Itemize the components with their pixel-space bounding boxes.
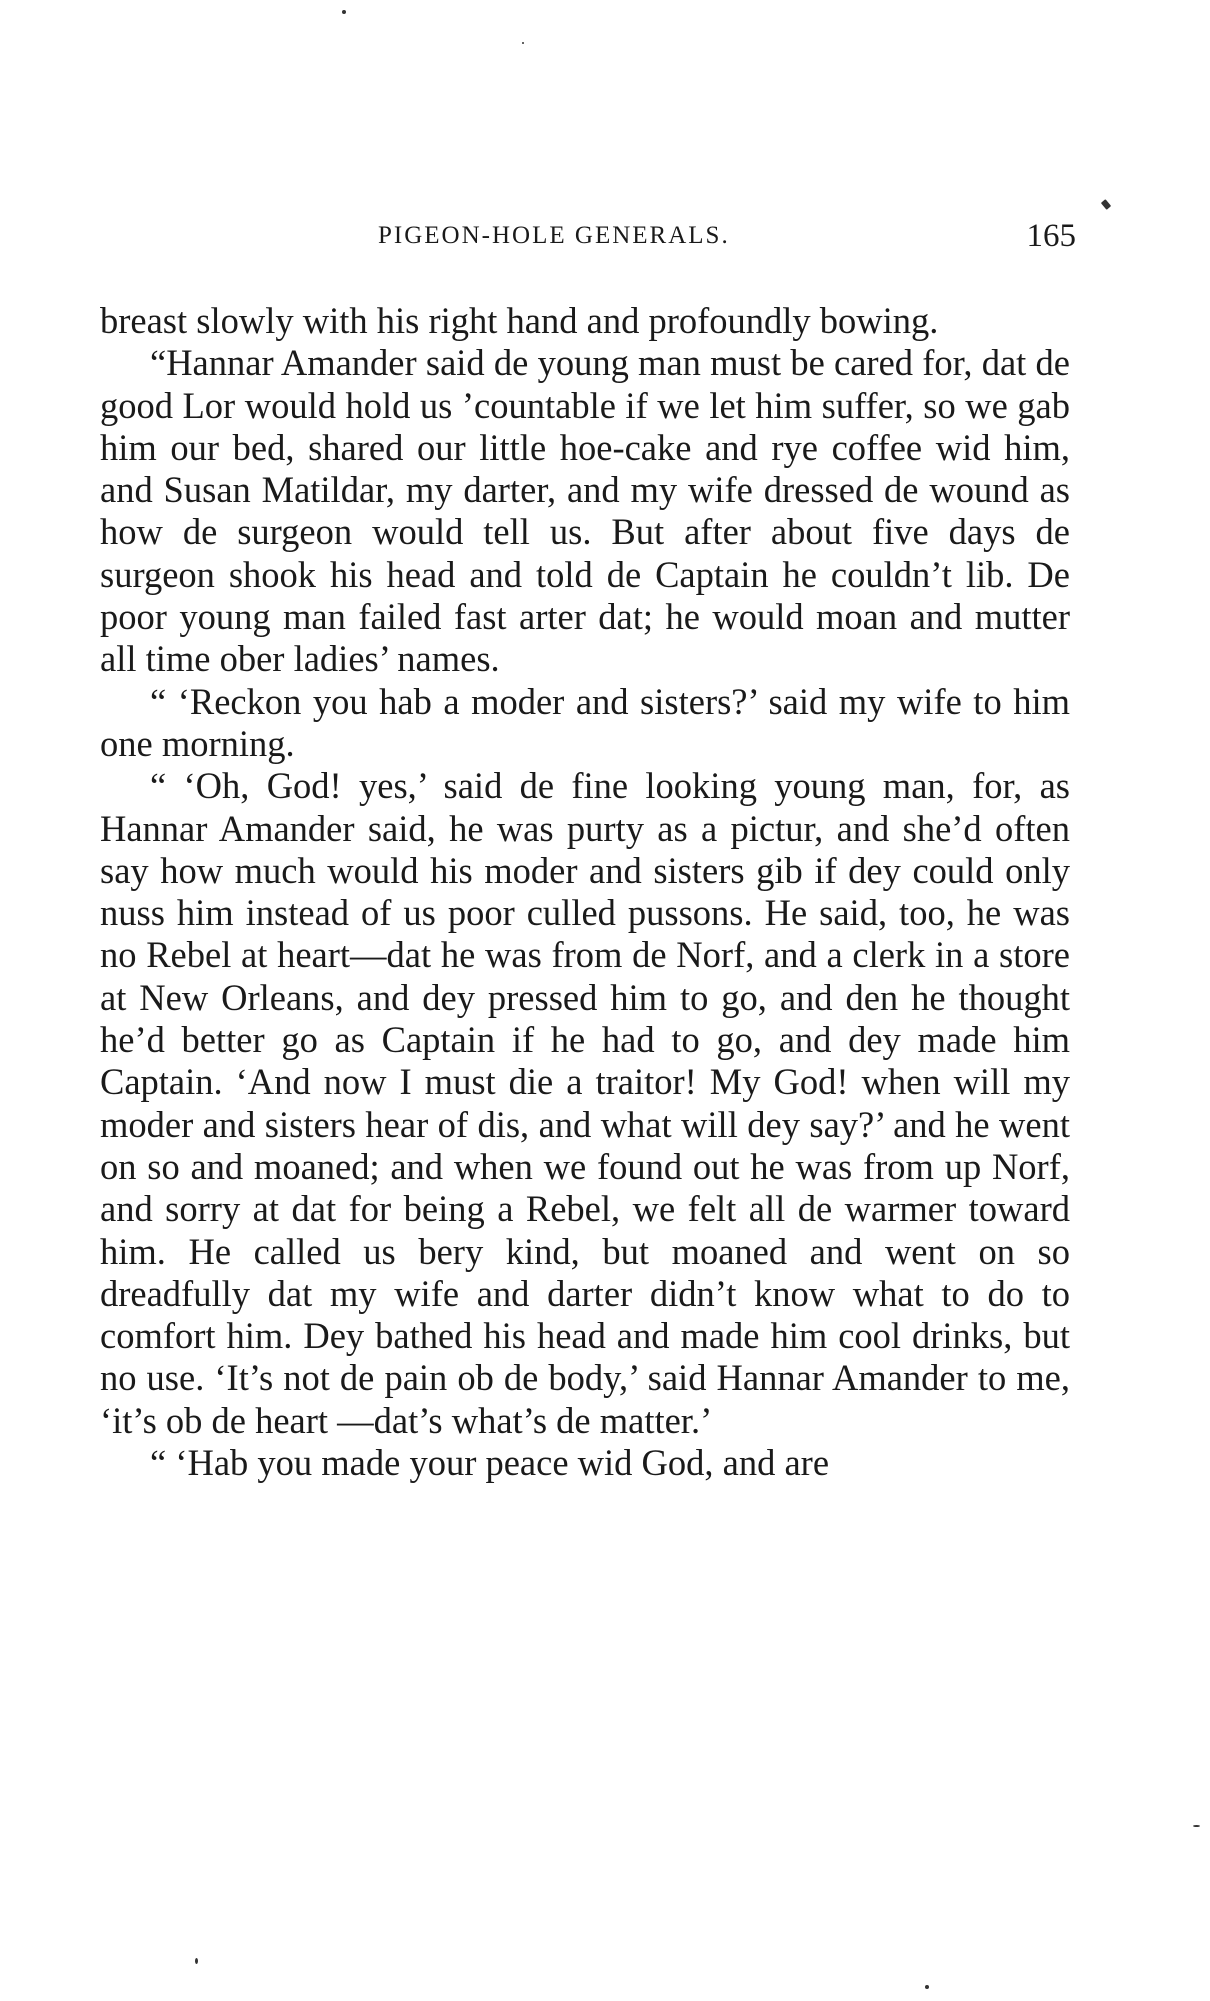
speck [1101,199,1111,210]
paragraph: breast slowly with his right hand and profoundly bowing. [100,300,939,341]
speck [925,1985,929,1989]
speck [342,10,346,14]
paragraph: “Hannar Amander said de young man must be cared for, dat de good Lor would hold us ’countable if we let him suffer, so we gab him our bed, shared our little hoe-cake and rye coffee wid him, and Susan Matildar, my darter, and my wife dressed de wound as how de surgeon would tell us. But after about five days de surgeon shook his head and told de Captain he couldn’t lib. De poor young man failed fast arter dat; he would moan and mutter all time ober ladies’ names. [100,342,1070,680]
page-number: 165 [1026,218,1076,254]
running-title: PIGEON-HOLE GENERALS. [378,222,730,249]
paragraph: “ ‘Oh, God! yes,’ said de fine looking young man, for, as Hannar Amander said, he was purty as a pictur, and she’d often say how much would his moder and sisters gib if dey could only nuss him instead of us poor culled pussons. He said, too, he was no Rebel at heart—dat he was from de Norf, and a clerk in a store at New Orleans, and dey pressed him to go, and den he thought he’d better go as Captain if he had to go, and dey made him Captain. ‘And now I must die a traitor! My God! when will my moder and sisters hear of dis, and what will dey say?’ and he went on so and moaned; and when we found out he was from up Norf, and sorry at dat for being a Rebel, we felt all de warmer toward him. He called us bery kind, but moaned and went on so dreadfully dat my wife and darter didn’t know what to do to comfort him. Dey bathed his head and made him cool drinks, but no use. ‘It’s not de pain ob de body,’ said Hannar Amander to me, ‘it’s ob de heart —dat’s what’s de matter.’ [100,765,1070,1441]
speck [195,1958,198,1964]
running-head [100,218,1080,262]
speck [522,42,524,44]
body-text [100,300,1070,1484]
paragraph: “ ‘Hab you made your peace wid God, and are [150,1442,830,1484]
paragraph: “ ‘Reckon you hab a moder and sisters?’ said my wife to him one morning. [100,680,1070,764]
speck [1193,1825,1200,1827]
